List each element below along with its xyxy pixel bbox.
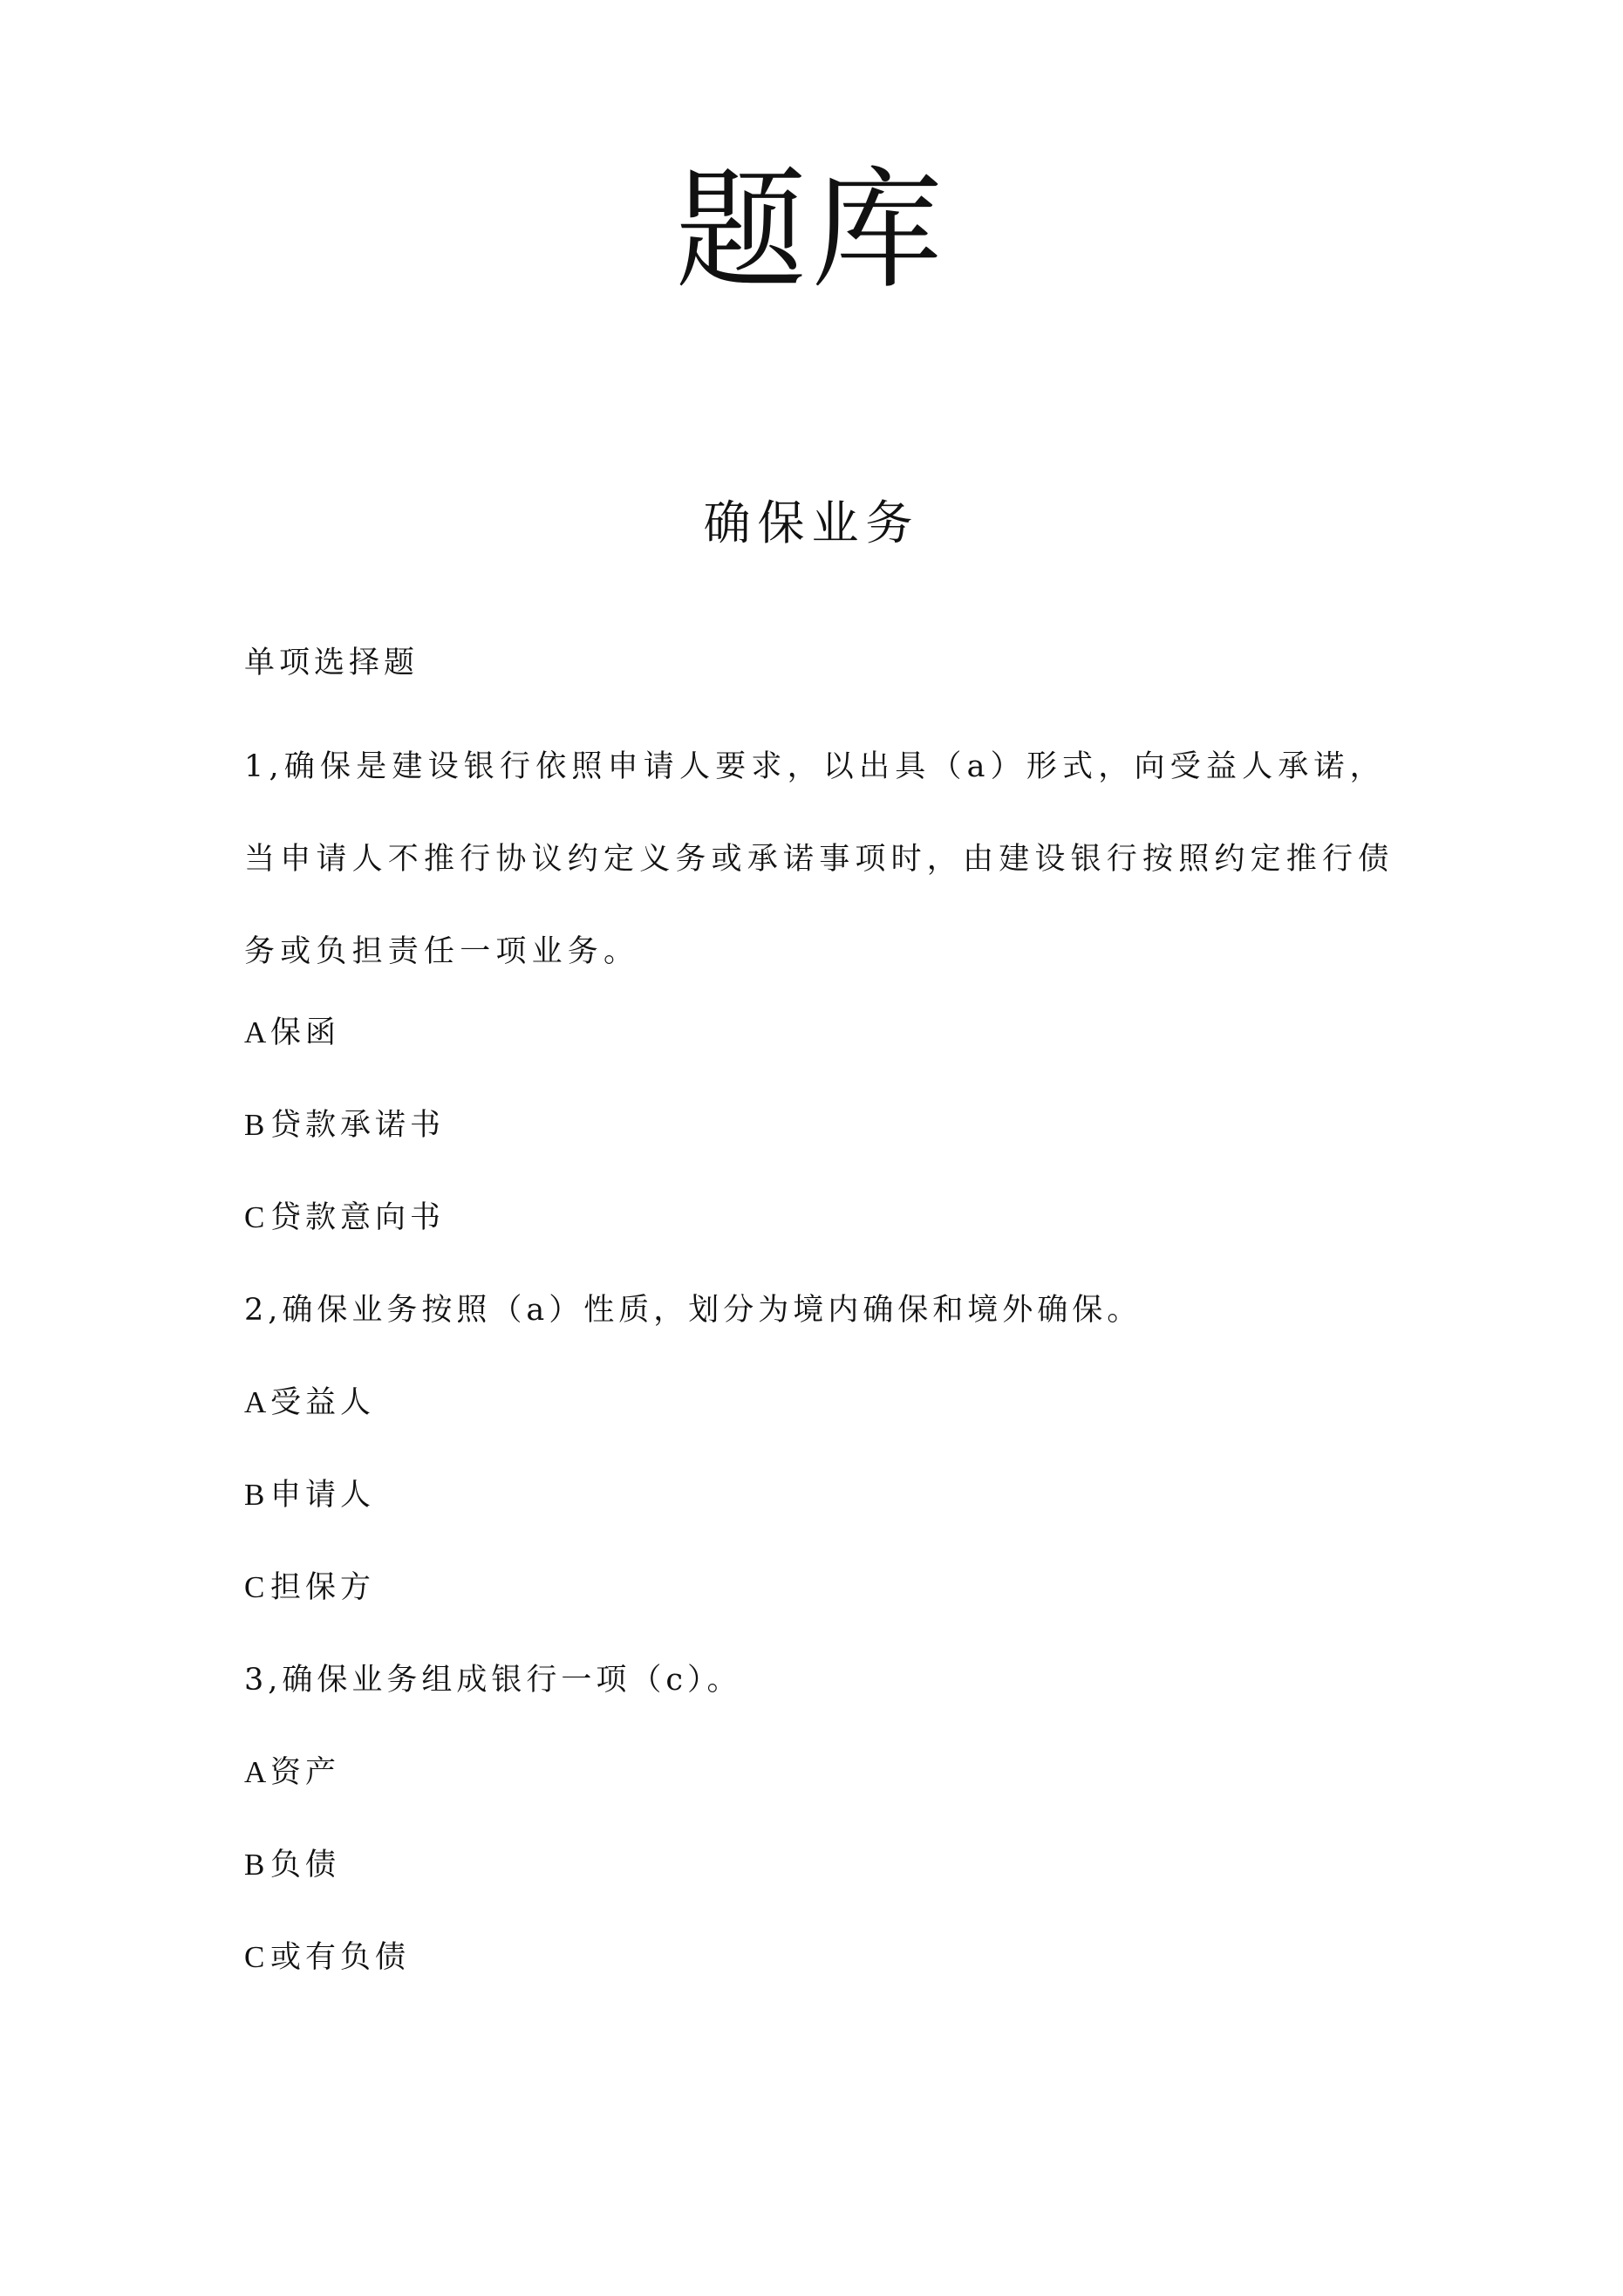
question-list — [244, 628, 1395, 2015]
document-title: 题库 — [675, 155, 948, 307]
option-letter: B — [244, 1108, 269, 1142]
section-title: 确保业务 — [703, 495, 920, 550]
option-text: 申请人 — [270, 1478, 376, 1513]
option-letter: A — [244, 1015, 271, 1049]
option-letter: C — [244, 1200, 269, 1234]
answer-option — [244, 1923, 1395, 2015]
option-text: 贷款承诺书 — [270, 1108, 446, 1143]
answer-option — [244, 1830, 1395, 1923]
option-text: 资产 — [270, 1755, 341, 1790]
option-text: 担保方 — [270, 1570, 376, 1605]
question-text: 2,确保业务按照（a）性质，划分为境内确保和境外确保。 — [244, 1293, 1142, 1328]
answer-option — [244, 1738, 1395, 1830]
question-type-label: 单项选择题 — [244, 646, 419, 680]
option-text: 贷款意向书 — [270, 1200, 446, 1235]
option-letter: C — [244, 1940, 269, 1974]
option-letter: A — [244, 1755, 271, 1789]
option-letter: B — [244, 1848, 269, 1882]
answer-option — [244, 1090, 1395, 1183]
answer-option — [244, 1553, 1395, 1645]
question-text: 3,确保业务组成银行一项（c）。 — [244, 1663, 742, 1698]
answer-option — [244, 998, 1395, 1090]
answer-option — [244, 1460, 1395, 1553]
option-text: 保函 — [270, 1015, 341, 1050]
answer-option — [244, 1183, 1395, 1275]
option-text: 或有负债 — [270, 1940, 411, 1975]
option-text: 负债 — [270, 1848, 341, 1883]
question-text: 1,确保是建设银行依照申请人要求，以出具（a）形式，向受益人承诺，当申请人不推行协议约定义务或承诺事项时，由建设银行按照约定推行债务或负担责任一项业务。 — [244, 749, 1395, 969]
option-text: 受益人 — [270, 1385, 376, 1420]
option-letter: A — [244, 1385, 271, 1419]
option-letter: C — [244, 1570, 269, 1604]
option-letter: B — [244, 1478, 269, 1512]
answer-option — [244, 1368, 1395, 1460]
